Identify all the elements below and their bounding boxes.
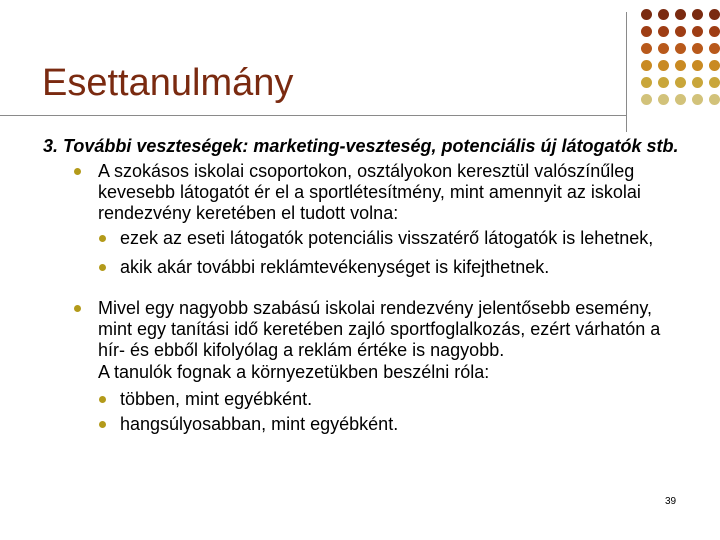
grid-dot <box>675 60 686 71</box>
grid-dot <box>709 60 720 71</box>
grid-dot <box>675 77 686 88</box>
grid-dot <box>692 43 703 54</box>
sub-bullet-item <box>43 389 683 410</box>
sub-bullet-text: hangsúlyosabban, mint egyébként. <box>120 414 399 434</box>
grid-dot <box>658 60 669 71</box>
sub-bullet-text: akik akár további reklámtevékenységet is kifejthetnek. <box>120 257 550 277</box>
bullet-dot-icon <box>99 421 106 428</box>
page-number: 39 <box>665 496 677 507</box>
sub-bullet-item <box>43 257 683 278</box>
grid-dot <box>692 9 703 20</box>
sub-bullet-item <box>43 414 683 435</box>
grid-dot <box>709 43 720 54</box>
grid-dot <box>675 94 686 105</box>
grid-dot <box>709 94 720 105</box>
slide-title: Esettanulmány <box>42 62 294 104</box>
grid-dot <box>641 26 652 37</box>
slide-body <box>43 136 683 435</box>
grid-dot <box>692 94 703 105</box>
grid-dot <box>675 9 686 20</box>
bullet-dot-icon <box>99 396 106 403</box>
grid-dot <box>675 26 686 37</box>
sub-bullet-text: többen, mint egyébként. <box>120 389 313 409</box>
grid-dot <box>658 9 669 20</box>
bullet-text: A szokásos iskolai csoportokon, osztályokon keresztül valószínűleg kevesebb látogatót ér el a sportlétesítmény, mint amennyit az iskolai rendezvény keretében el tudott volna: <box>98 161 641 223</box>
grid-dot <box>658 26 669 37</box>
grid-dot <box>658 43 669 54</box>
bullet-dot-icon <box>74 305 81 312</box>
sub-bullet-item <box>43 228 683 249</box>
grid-dot <box>692 60 703 71</box>
grid-dot <box>709 9 720 20</box>
grid-dot <box>658 77 669 88</box>
grid-dot <box>641 43 652 54</box>
grid-dot <box>658 94 669 105</box>
dot-grid-logo <box>641 9 713 111</box>
bullet-dot-icon <box>99 235 106 242</box>
bullet-text: Mivel egy nagyobb szabású iskolai rendezvény jelentősebb esemény, mint egy tanítási idő keretében zajló sportfoglalkozás, ezért várhatón a hír- és ebből kifolyólag a reklám értéke is nagyobb. <box>98 298 661 360</box>
bullet-item <box>43 298 683 361</box>
sub-bullet-text: ezek az eseti látogatók potenciális visszatérő látogatók is lehetnek, <box>120 228 654 248</box>
grid-dot <box>641 77 652 88</box>
vertical-divider <box>626 12 627 132</box>
grid-dot <box>641 60 652 71</box>
section-heading: 3. További veszteségek: marketing-veszteség, potenciális új látogatók stb. <box>43 136 679 156</box>
grid-dot <box>709 77 720 88</box>
grid-dot <box>709 26 720 37</box>
bullet-dot-icon <box>99 264 106 271</box>
grid-dot <box>692 77 703 88</box>
bullet-item <box>43 161 683 224</box>
grid-dot <box>641 9 652 20</box>
grid-dot <box>641 94 652 105</box>
horizontal-divider <box>0 115 627 116</box>
grid-dot <box>692 26 703 37</box>
grid-dot <box>675 43 686 54</box>
bullet-continuation: A tanulók fognak a környezetükben beszélni róla: <box>98 362 490 382</box>
bullet-dot-icon <box>74 168 81 175</box>
